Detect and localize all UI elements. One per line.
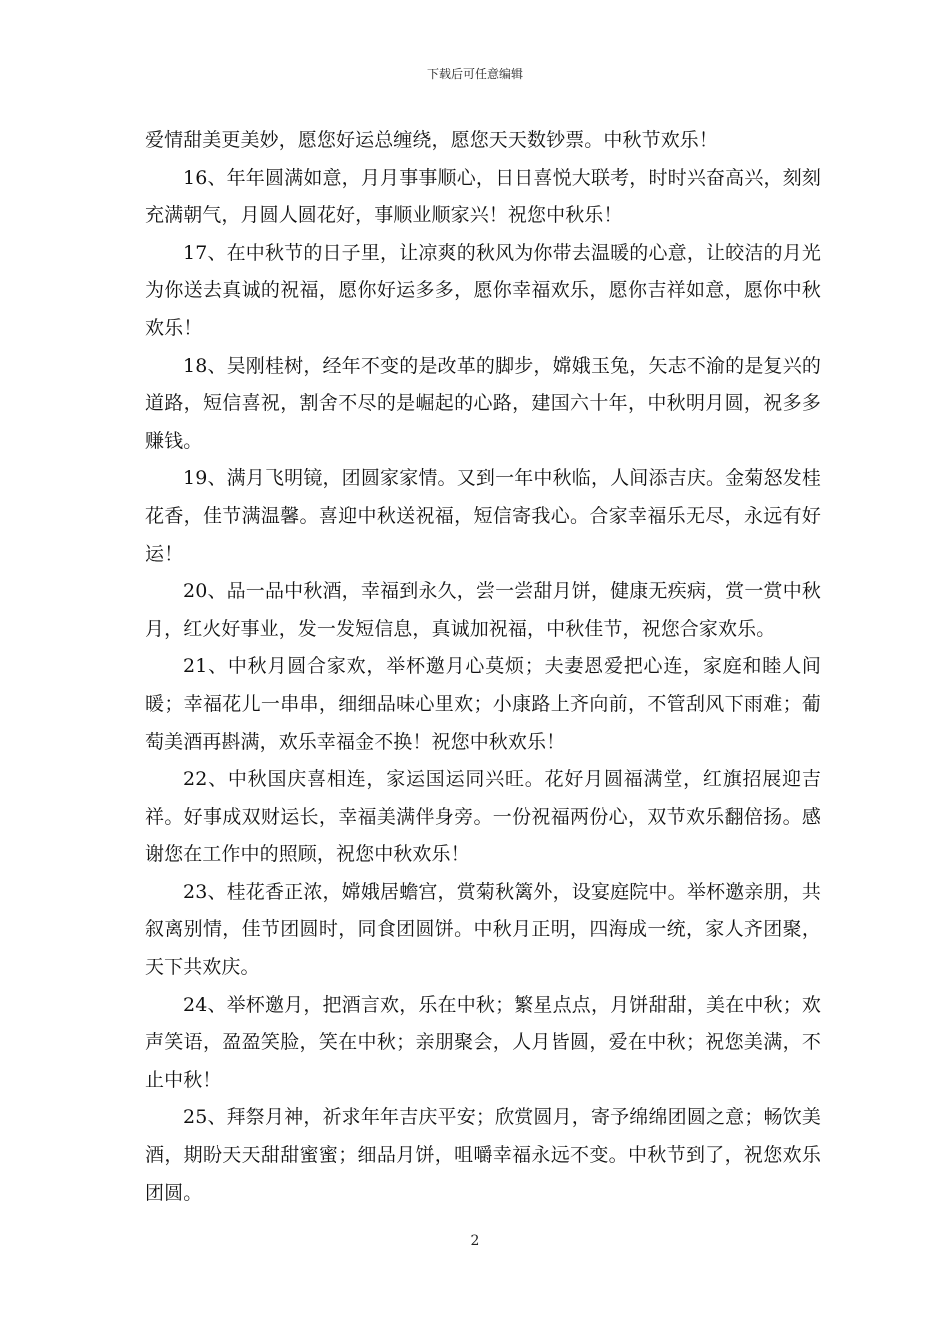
paragraph-23: 23、桂花香正浓，嫦娥居蟾宫，赏菊秋篱外，设宴庭院中。举杯邀亲朋，共叙离别情，佳节团圆时，同食团圆饼。中秋月正明，四海成一统，家人齐团聚，天下共欢庆。 (145, 880, 821, 979)
paragraph-continuation: 爱情甜美更美妙，愿您好运总缠绕，愿您天天数钞票。中秋节欢乐！ (145, 129, 719, 151)
paragraph-18: 18、吴刚桂树，经年不变的是改革的脚步，嫦娥玉兔，矢志不渝的是复兴的道路，短信喜祝，割舍不尽的是崛起的心路，建国六十年，中秋明月圆，祝多多赚钱。 (145, 354, 821, 452)
page-number: 2 (470, 1233, 480, 1249)
paragraph-25: 25、拜祭月神，祈求年年吉庆平安；欣赏圆月，寄予绵绵团圆之意；畅饮美酒，期盼天天甜甜蜜蜜；细品月饼，咀嚼幸福永远不变。中秋节到了，祝您欢乐团圆。 (145, 1106, 821, 1204)
paragraph-21: 21、中秋月圆合家欢，举杯邀月心莫烦；夫妻恩爱把心连，家庭和睦人间暖；幸福花儿一串串，细细品味心里欢；小康路上齐向前，不管刮风下雨难；葡萄美酒再斟满，欢乐幸福金不换！祝您中秋欢乐！ (145, 655, 821, 753)
paragraph-20: 20、品一品中秋酒，幸福到永久，尝一尝甜月饼，健康无疾病，赏一赏中秋月，红火好事业，发一发短信息，真诚加祝福，中秋佳节，祝您合家欢乐。 (145, 580, 821, 640)
paragraph-17: 17、在中秋节的日子里，让凉爽的秋风为你带去温暖的心意，让皎洁的月光为你送去真诚的祝福，愿你好运多多，愿你幸福欢乐，愿你吉祥如意，愿你中秋欢乐！ (145, 241, 821, 339)
document-body (145, 122, 821, 1212)
paragraph-24: 24、举杯邀月，把酒言欢，乐在中秋；繁星点点，月饼甜甜，美在中秋；欢声笑语，盈盈笑脸，笑在中秋；亲朋聚会，人月皆圆，爱在中秋；祝您美满，不止中秋！ (145, 993, 821, 1091)
page-header: 下载后可任意编辑 (426, 67, 523, 81)
paragraph-19: 19、满月飞明镜，团圆家家情。又到一年中秋临，人间添吉庆。金菊怒发桂花香，佳节满温馨。喜迎中秋送祝福，短信寄我心。合家幸福乐无尽，永远有好运！ (145, 467, 821, 565)
paragraph-22: 22、中秋国庆喜相连，家运国运同兴旺。花好月圆福满堂，红旗招展迎吉祥。好事成双财运长，幸福美满伴身旁。一份祝福两份心，双节欢乐翻倍扬。感谢您在工作中的照顾，祝您中秋欢乐！ (145, 768, 821, 866)
paragraph-16: 16、年年圆满如意，月月事事顺心，日日喜悦大联考，时时兴奋高兴，刻刻充满朝气，月圆人圆花好，事顺业顺家兴！祝您中秋乐！ (145, 166, 821, 227)
